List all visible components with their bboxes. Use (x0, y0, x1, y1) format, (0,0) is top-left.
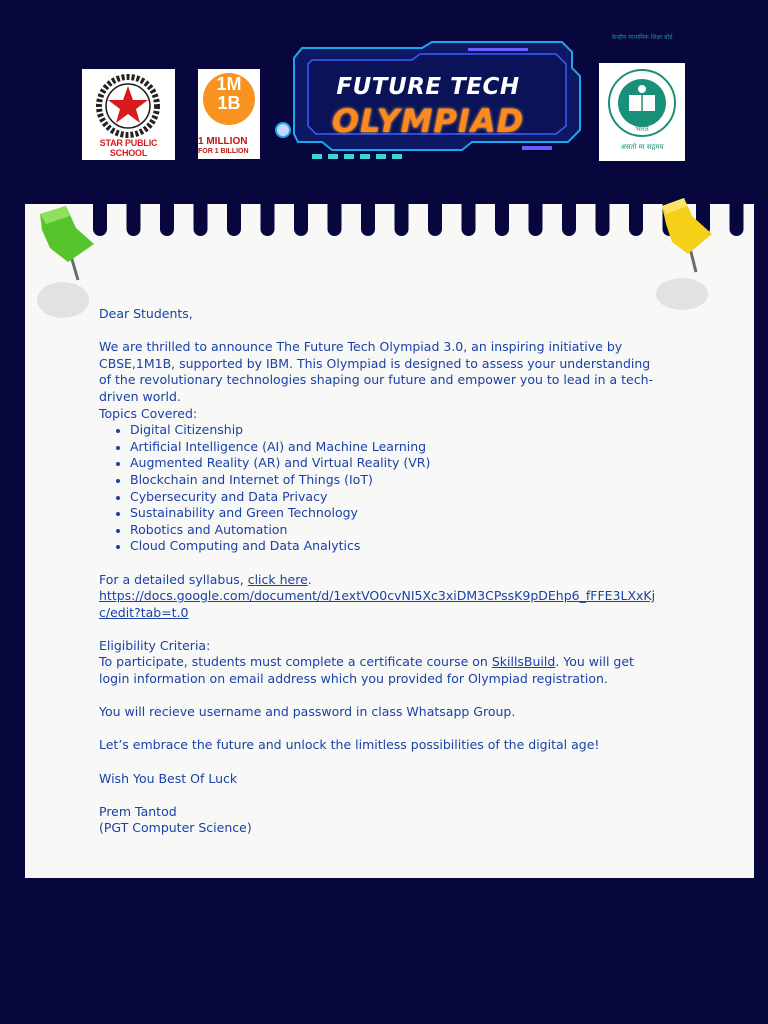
signature-title: (PGT Computer Science) (99, 820, 252, 836)
school-logo (82, 69, 175, 160)
greeting: Dear Students, (99, 306, 193, 321)
punch-hole (629, 192, 643, 236)
banner-title-line1: FUTURE TECH (336, 74, 520, 100)
1m1b-logo-bottom: 1 MILLION (198, 136, 248, 147)
syllabus-line (99, 572, 659, 589)
punch-hole (328, 192, 342, 236)
list-item: Blockchain and Internet of Things (IoT) (99, 472, 659, 489)
1m1b-logo (198, 69, 260, 159)
eligibility-heading: Eligibility Criteria: (99, 637, 211, 653)
topics-list (99, 422, 659, 555)
banner-title-line2: OLYMPIAD (331, 102, 525, 140)
eligibility-suffix: . You will get login information on email address which you provided for Olympiad registration. (99, 654, 634, 687)
list-item: Cybersecurity and Data Privacy (99, 489, 659, 506)
wish-line: Wish You Best Of Luck (99, 770, 238, 786)
cbse-logo-text: केन्द्रीय माध्यमिक शिक्षा बोर्ड (611, 34, 673, 41)
syllabus-prefix: For a detailed syllabus, (99, 571, 248, 587)
punch-hole (294, 192, 308, 236)
yellow-pushpin-icon (652, 196, 722, 314)
eligibility-prefix: To participate, students must complete a certificate course on (99, 654, 492, 670)
list-item: Sustainability and Green Technology (99, 505, 659, 522)
punch-hole (529, 192, 543, 236)
punch-hole (495, 192, 509, 236)
1m1b-logo-top: 1M (216, 74, 242, 94)
letter-body (99, 306, 659, 837)
signature-name: Prem Tantod (99, 803, 177, 819)
punch-hole (227, 192, 241, 236)
1m1b-logo-middle: 1B (217, 93, 241, 113)
eligibility-paragraph (99, 654, 659, 687)
syllabus-suffix: . (307, 571, 312, 587)
cbse-logo-motto: असतो मा सद्गमय (620, 143, 664, 151)
list-item: Robotics and Automation (99, 522, 659, 539)
whatsapp-note: You will recieve username and password in class Whatsapp Group. (99, 704, 516, 720)
list-item: Cloud Computing and Data Analytics (99, 538, 659, 555)
punch-hole (730, 192, 744, 236)
list-item: Digital Citizenship (99, 422, 659, 439)
punch-hole (562, 192, 576, 236)
punch-hole (395, 192, 409, 236)
list-item: Artificial Intelligence (AI) and Machine Learning (99, 439, 659, 456)
cbse-logo (599, 34, 685, 161)
list-item: Augmented Reality (AR) and Virtual Reality (VR) (99, 455, 659, 472)
skillsbuild-link[interactable]: SkillsBuild (491, 654, 556, 670)
closing-line: Let’s embrace the future and unlock the limitless possibilities of the digital age! (99, 737, 600, 753)
intro-paragraph: We are thrilled to announce The Future Tech Olympiad 3.0, an inspiring initiative by CBSE,1M1B, supported by IBM. This Olympiad is designed to assess your understanding of the revolutionary technologies shaping our future and empower you to lead in a tech-driven world. (99, 339, 654, 404)
punch-hole (127, 192, 141, 236)
punch-hole (194, 192, 208, 236)
1m1b-logo-bottom2: FOR 1 BILLION (198, 148, 249, 155)
topics-heading: Topics Covered: (99, 405, 198, 421)
punch-hole (428, 192, 442, 236)
cbse-logo-sub: भारत (635, 125, 649, 133)
punch-hole (160, 192, 174, 236)
punch-hole (462, 192, 476, 236)
olympiad-banner (272, 38, 584, 168)
punch-hole (596, 192, 610, 236)
school-logo-text: STAR PUBLIC SCHOOL (99, 138, 158, 158)
green-pushpin-icon (32, 204, 102, 322)
header (0, 0, 768, 185)
paper-punch-holes (25, 204, 754, 244)
syllabus-click-here-link[interactable]: click here (247, 571, 308, 587)
punch-hole (361, 192, 375, 236)
syllabus-url-link[interactable]: https://docs.google.com/document/d/1extVO0cvNI5Xc3xiDM3CPssK9pDEhp6_fFFE3LXxKjc/edit?tab=t.0 (99, 588, 656, 620)
punch-hole (261, 192, 275, 236)
